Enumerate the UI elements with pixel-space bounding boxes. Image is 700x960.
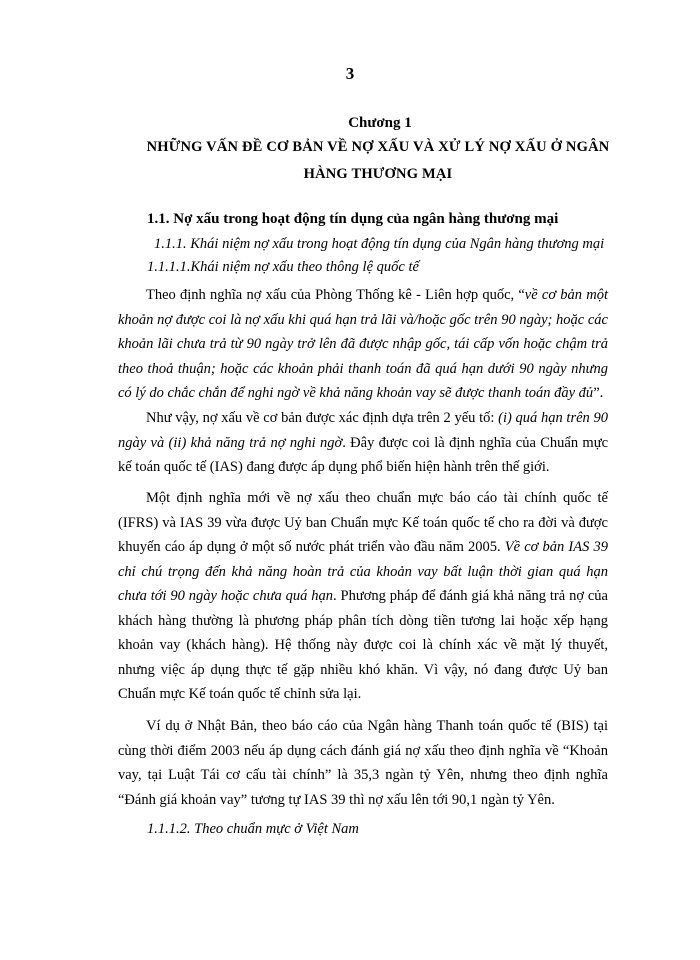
paragraph-4 [118,714,608,812]
chapter-title: NHỮNG VẤN ĐỀ CƠ BẢN VỀ NỢ XẤU VÀ XỬ LÝ NỢ XẤU Ở NGÂN HÀNG THƯƠNG MẠI [146,139,610,182]
paragraph-3-lead: Một định nghĩa mới về nợ xấu theo chuẩn mực báo cáo tài chính quốc tế (IFRS) và IAS 39 vừa được Uỷ ban Chuẩn mực Kế toán quốc tế cho ra đời và được khuyến cáo áp dụng ở một số nước phát triển vào đầu năm 2005. [118,490,608,555]
subsection-heading: 1.1.1. Khái niệm nợ xấu trong hoạt động tín dụng của Ngân hàng thương mại [154,236,605,252]
section-heading: 1.1. Nợ xấu trong hoạt động tín dụng của ngân hàng thương mại [147,211,559,227]
paragraph-4-text: Ví dụ ở Nhật Bản, theo báo cáo của Ngân hàng Thanh toán quốc tế (BIS) tại cùng thời điểm 2003 nếu áp dụng cách đánh giá nợ xấu theo định nghĩa về “Khoản vay, tại Luật Tái cơ cấu tài chính” là 35,3 ngàn tỷ Yên, nhưng theo định nghĩa “Đánh giá khoản vay” tương tự IAS 39 thì nợ xấu lên tới 90,1 ngàn tỷ Yên. [118,718,608,808]
page-number: 3 [345,64,355,83]
subsubsection-heading-2: 1.1.1.2. Theo chuẩn mực ở Việt Nam [147,821,359,837]
paragraph-1 [118,283,608,406]
paragraph-2 [118,406,608,480]
paragraph-2-italic: (i) quá hạn trên 90 ngày và (ii) khả năng trả nợ nghi ngờ [118,410,608,451]
paragraph-2-rest: . Đây được coi là định nghĩa của Chuẩn mực kế toán quốc tế (IAS) đang được áp dụng phổ biến hiện hành trên thế giới. [118,434,609,475]
subsubsection-heading: 1.1.1.1.Khái niệm nợ xấu theo thông lệ quốc tế [147,259,419,275]
paragraph-3-italic: Về cơ bản IAS 39 chỉ chú trọng đến khả năng hoàn trả của khoản vay bất luận thời gian quá hạn chưa tới 90 ngày hoặc chưa quá hạn [118,539,608,604]
paragraph-2-lead: Như vậy, nợ xấu về cơ bản được xác định dựa trên 2 yếu tố: [146,410,499,426]
paragraph-1-quote: về cơ bản một khoản nợ được coi là nợ xấu khi quá hạn trả lãi và/hoặc gốc trên 90 ngày; hoặc các khoản lãi chưa trả từ 90 ngày trở lên đã được nhập gốc, tái cấp vốn hoặc chậm trả theo thoả thuận; hoặc các khoản phải thanh toán đã quá hạn dưới 90 ngày nhưng có lý do chắc chắn để nghi ngờ về khả năng khoản vay sẽ được thanh toán đầy đủ [118,287,609,401]
paragraph-3-rest: . Phương pháp để đánh giá khả năng trả nợ của khách hàng thường là phương pháp phân tích dòng tiền tương lai hoặc xếp hạng khoản vay (khách hàng). Hệ thống này được coi là chính xác về mặt lý thuyết, nhưng việc áp dụng thực tế gặp nhiều khó khăn. Vì vậy, nó đang được Uỷ ban Chuẩn mực Kế toán quốc tế chỉnh sửa lại. [118,588,608,702]
paragraph-3 [118,486,608,707]
paragraph-1-end: ”. [593,385,604,401]
chapter-heading: Chương 1 [348,115,412,131]
paragraph-1-lead: Theo định nghĩa nợ xấu của Phòng Thống kê - Liên hợp quốc, “ [146,287,525,303]
